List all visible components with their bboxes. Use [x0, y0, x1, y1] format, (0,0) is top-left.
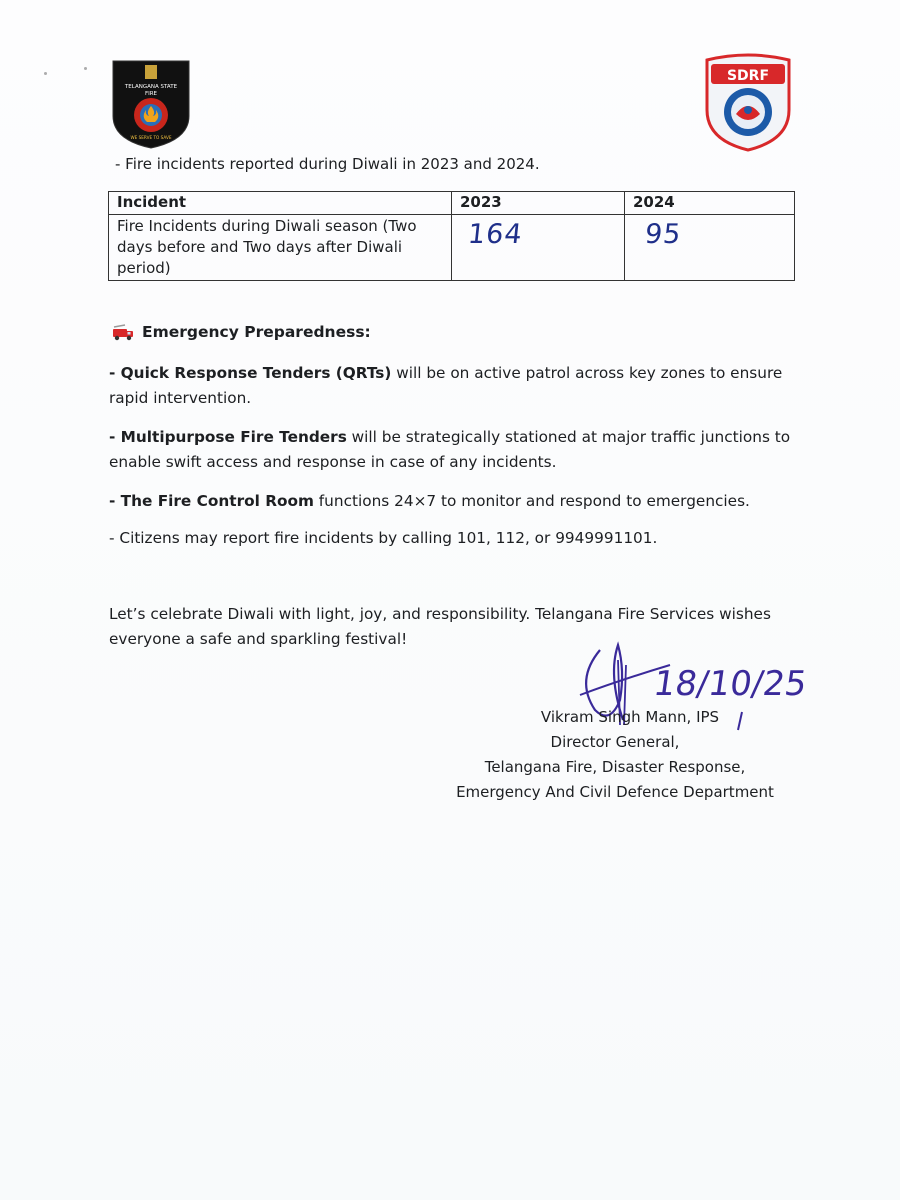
- table-header-row: [109, 192, 795, 215]
- fire-truck-icon: [112, 323, 134, 341]
- signatory-designation: Director General,: [550, 733, 680, 751]
- preparedness-item-qrt: [109, 361, 799, 411]
- incidents-table: [108, 191, 795, 281]
- item-text: - Citizens may report fire incidents by calling 101, 112, or 9949991101.: [109, 529, 658, 547]
- handwritten-2023: 164: [466, 219, 525, 250]
- emblem-title: TELANGANA STATE: [124, 84, 178, 90]
- item-text: functions 24×7 to monitor and respond to emergencies.: [313, 492, 750, 510]
- header-2024: 2024: [625, 192, 795, 215]
- intro-line: - Fire incidents reported during Diwali in 2023 and 2024.: [115, 155, 540, 173]
- speck: [84, 67, 87, 70]
- sdrf-emblem: [703, 52, 793, 152]
- item-bold: - Multipurpose Fire Tenders: [109, 428, 347, 446]
- signatory-name: Vikram Singh Mann, IPS: [540, 708, 720, 726]
- handwritten-2024: 95: [643, 219, 683, 250]
- closing-message: Let’s celebrate Diwali with light, joy, and responsibility. Telangana Fire Services wishes everyone a safe and sparkling festival!: [109, 605, 771, 648]
- telangana-fire-emblem: [110, 58, 192, 150]
- cell-incident: Fire Incidents during Diwali season (Two days before and Two days after Diwali period): [109, 215, 452, 281]
- preparedness-item-control-room: [109, 489, 799, 514]
- header-2023: 2023: [452, 192, 625, 215]
- signature-date: 18/10/25: [651, 664, 810, 704]
- signatory-dept-1: Telangana Fire, Disaster Response,: [484, 758, 746, 776]
- preparedness-heading-text: Emergency Preparedness:: [142, 323, 371, 341]
- item-bold: - Quick Response Tenders (QRTs): [109, 364, 392, 382]
- preparedness-item-helpline: [109, 526, 799, 551]
- svg-text:FIRE: FIRE: [144, 91, 158, 97]
- signatory-dept-2: Emergency And Civil Defence Department: [456, 783, 774, 801]
- header-incident: Incident: [109, 192, 452, 215]
- speck: [44, 72, 47, 75]
- cell-2024: [625, 215, 795, 281]
- preparedness-heading: [112, 323, 371, 341]
- svg-text:WE SERVE TO SAVE: WE SERVE TO SAVE: [130, 135, 172, 140]
- table-row: [109, 215, 795, 281]
- item-bold: - The Fire Control Room: [109, 492, 314, 510]
- cell-2023: [452, 215, 625, 281]
- item-text: will be on active patrol across key zones to ensure rapid intervention.: [109, 364, 783, 407]
- sdrf-text: SDRF: [726, 68, 770, 84]
- signatory-block: [440, 705, 790, 805]
- preparedness-item-tenders: [109, 425, 799, 475]
- item-text: will be strategically stationed at major traffic junctions to enable swift access and response in case of any incidents.: [109, 428, 791, 471]
